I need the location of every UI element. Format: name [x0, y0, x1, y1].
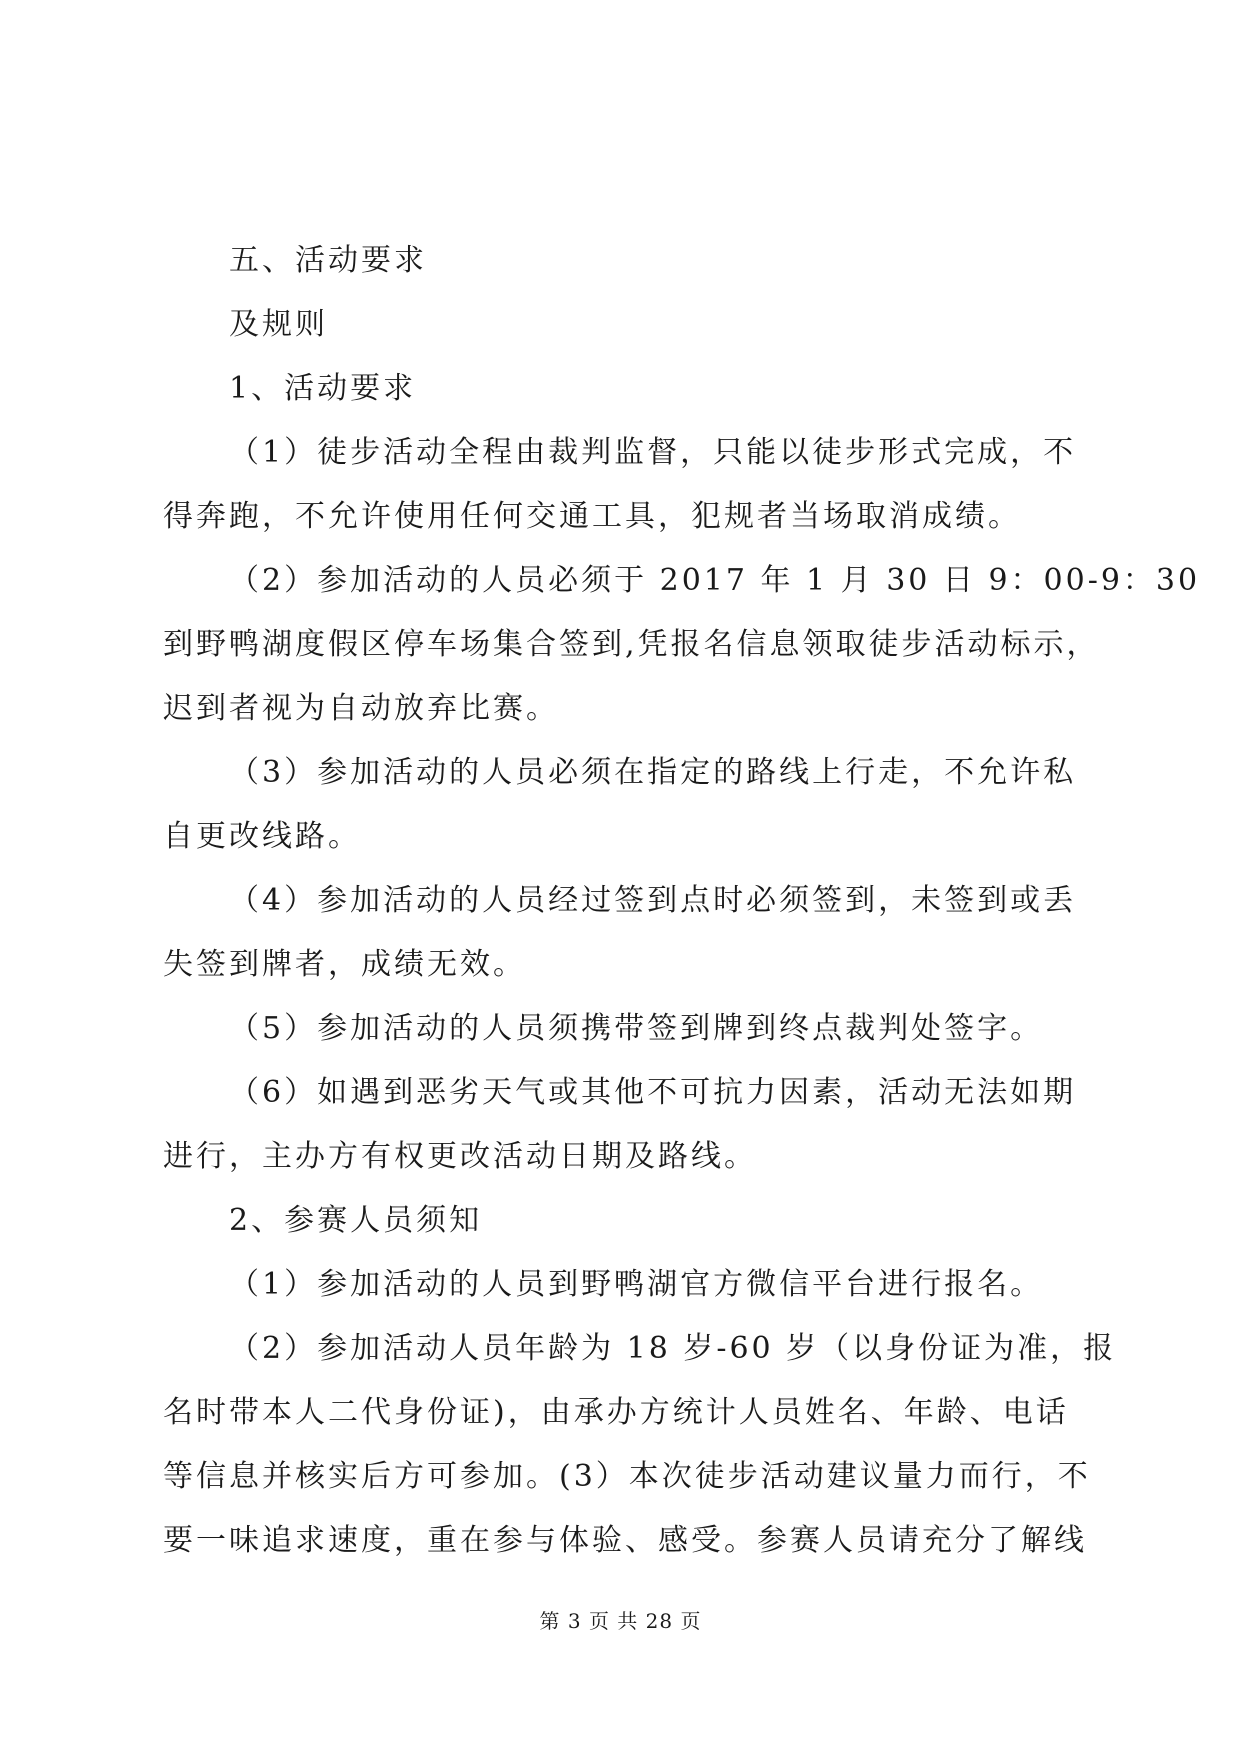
section-heading-continued: 及规则 — [229, 307, 328, 342]
paragraph-line: （2）参加活动的人员必须于 2017 年 1 月 30 日 9：00-9：30 — [229, 563, 1201, 598]
paragraph-line: （3）参加活动的人员必须在指定的路线上行走，不允许私 — [229, 755, 1077, 790]
paragraph-line: 失签到牌者，成绩无效。 — [163, 947, 526, 982]
paragraph-line: 得奔跑，不允许使用任何交通工具，犯规者当场取消成绩。 — [163, 499, 1021, 534]
page-number-footer: 第 3 页 共 28 页 — [539, 1609, 702, 1633]
document-body — [163, 229, 1201, 1573]
paragraph-line: （1）参加活动的人员到野鸭湖官方微信平台进行报名。 — [229, 1267, 1044, 1302]
paragraph-line: 自更改线路。 — [163, 819, 361, 854]
paragraph-line: 进行，主办方有权更改活动日期及路线。 — [163, 1139, 757, 1174]
subsection-heading: 2、参赛人员须知 — [229, 1203, 483, 1238]
paragraph-line: 名时带本人二代身份证)，由承办方统计人员姓名、年龄、电话 — [163, 1395, 1069, 1430]
paragraph-line: 要一味追求速度，重在参与体验、感受。参赛人员请充分了解线 — [163, 1523, 1087, 1558]
paragraph-line: （4）参加活动的人员经过签到点时必须签到，未签到或丢 — [229, 883, 1077, 918]
paragraph-line: （6）如遇到恶劣天气或其他不可抗力因素，活动无法如期 — [229, 1075, 1077, 1110]
subsection-heading: 1、活动要求 — [229, 371, 417, 406]
paragraph-line: 到野鸭湖度假区停车场集合签到,凭报名信息领取徒步活动标示， — [163, 627, 1100, 662]
paragraph-line: （1）徒步活动全程由裁判监督，只能以徒步形式完成，不 — [229, 435, 1077, 470]
paragraph-line: 等信息并核实后方可参加。(3）本次徒步活动建议量力而行，不 — [163, 1459, 1091, 1494]
paragraph-line: （5）参加活动的人员须携带签到牌到终点裁判处签字。 — [229, 1011, 1044, 1046]
paragraph-line: 迟到者视为自动放弃比赛。 — [163, 691, 559, 726]
paragraph-line: （2）参加活动人员年龄为 18 岁-60 岁（以身份证为准，报 — [229, 1331, 1117, 1366]
section-heading: 五、活动要求 — [229, 243, 427, 278]
